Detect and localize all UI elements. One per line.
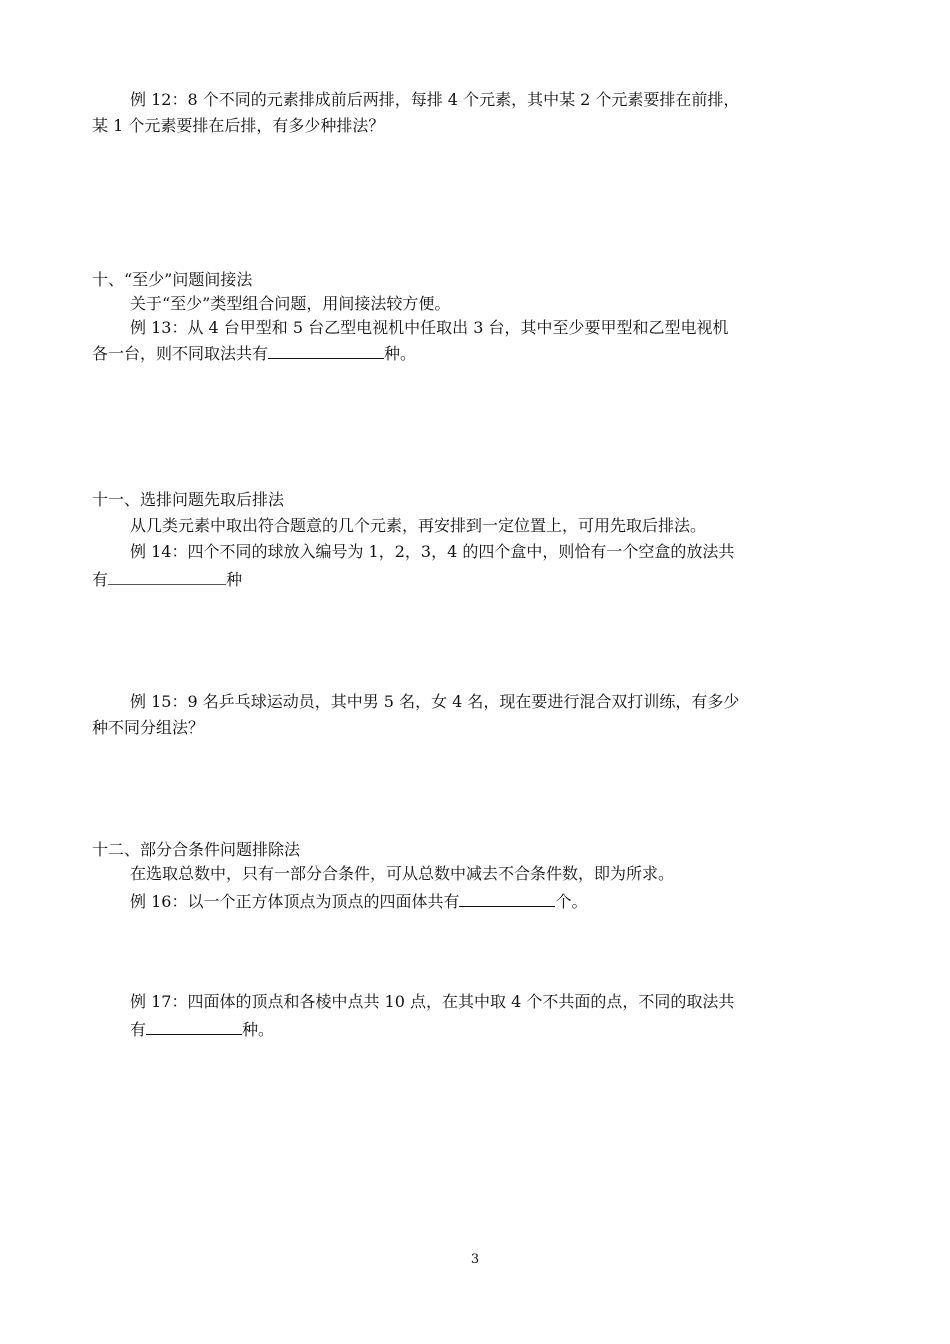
example-13-text-before-blank: 各一台，则不同取法共有 xyxy=(92,344,269,363)
example-13-line-1: 例 13：从 4 台甲型和 5 台乙型电视机中任取出 3 台，其中至少要甲型和乙型电视机 xyxy=(130,318,729,337)
example-13-line-2 xyxy=(92,340,416,364)
example-12-line-1: 例 12：8 个不同的元素排成前后两排，每排 4 个元素，其中某 2 个元素要排在前排， xyxy=(130,90,740,109)
example-14-text-before-blank: 有 xyxy=(92,570,109,589)
page-number: 3 xyxy=(470,1252,480,1267)
example-14-line-2 xyxy=(92,566,242,590)
example-17-text-before-blank: 有 xyxy=(130,1020,147,1039)
example-16-line xyxy=(130,888,587,912)
example-17-line-1: 例 17：四面体的顶点和各棱中点共 10 点，在其中取 4 个不共面的点，不同的取法共 xyxy=(130,992,735,1011)
example-14-text-after-blank: 种 xyxy=(226,570,243,589)
answer-blank-17 xyxy=(146,1016,242,1035)
example-16-text-before-blank: 例 16：以一个正方体顶点为顶点的四面体共有 xyxy=(130,892,460,911)
example-15-line-1: 例 15：9 名乒乓球运动员，其中男 5 名，女 4 名，现在要进行混合双打训练，有多少 xyxy=(130,692,740,711)
answer-blank-13 xyxy=(268,340,384,359)
example-17-line-2 xyxy=(130,1016,274,1040)
example-16-text-after-blank: 个。 xyxy=(555,892,588,911)
answer-blank-14 xyxy=(108,566,226,585)
section-10-heading: 十、“至少”问题间接法 xyxy=(92,270,253,289)
example-13-text-after-blank: 种。 xyxy=(384,344,417,363)
example-14-line-1: 例 14：四个不同的球放入编号为 1，2，3，4 的四个盒中，则恰有一个空盒的放法共 xyxy=(130,542,735,561)
example-17-text-after-blank: 种。 xyxy=(242,1020,275,1039)
example-15-line-2: 种不同分组法？ xyxy=(92,718,205,737)
section-11-description: 从几类元素中取出符合题意的几个元素，再安排到一定位置上，可用先取后排法。 xyxy=(130,516,707,535)
section-11-heading: 十一、选排问题先取后排法 xyxy=(92,490,285,509)
section-12-description: 在选取总数中，只有一部分合条件，可从总数中减去不合条件数，即为所求。 xyxy=(130,864,675,883)
section-10-description: 关于“至少”类型组合问题，用间接法较方便。 xyxy=(130,294,451,313)
section-12-heading: 十二、部分合条件问题排除法 xyxy=(92,840,301,859)
answer-blank-16 xyxy=(459,888,555,907)
example-12-line-2: 某 1 个元素要排在后排，有多少种排法？ xyxy=(92,116,385,135)
